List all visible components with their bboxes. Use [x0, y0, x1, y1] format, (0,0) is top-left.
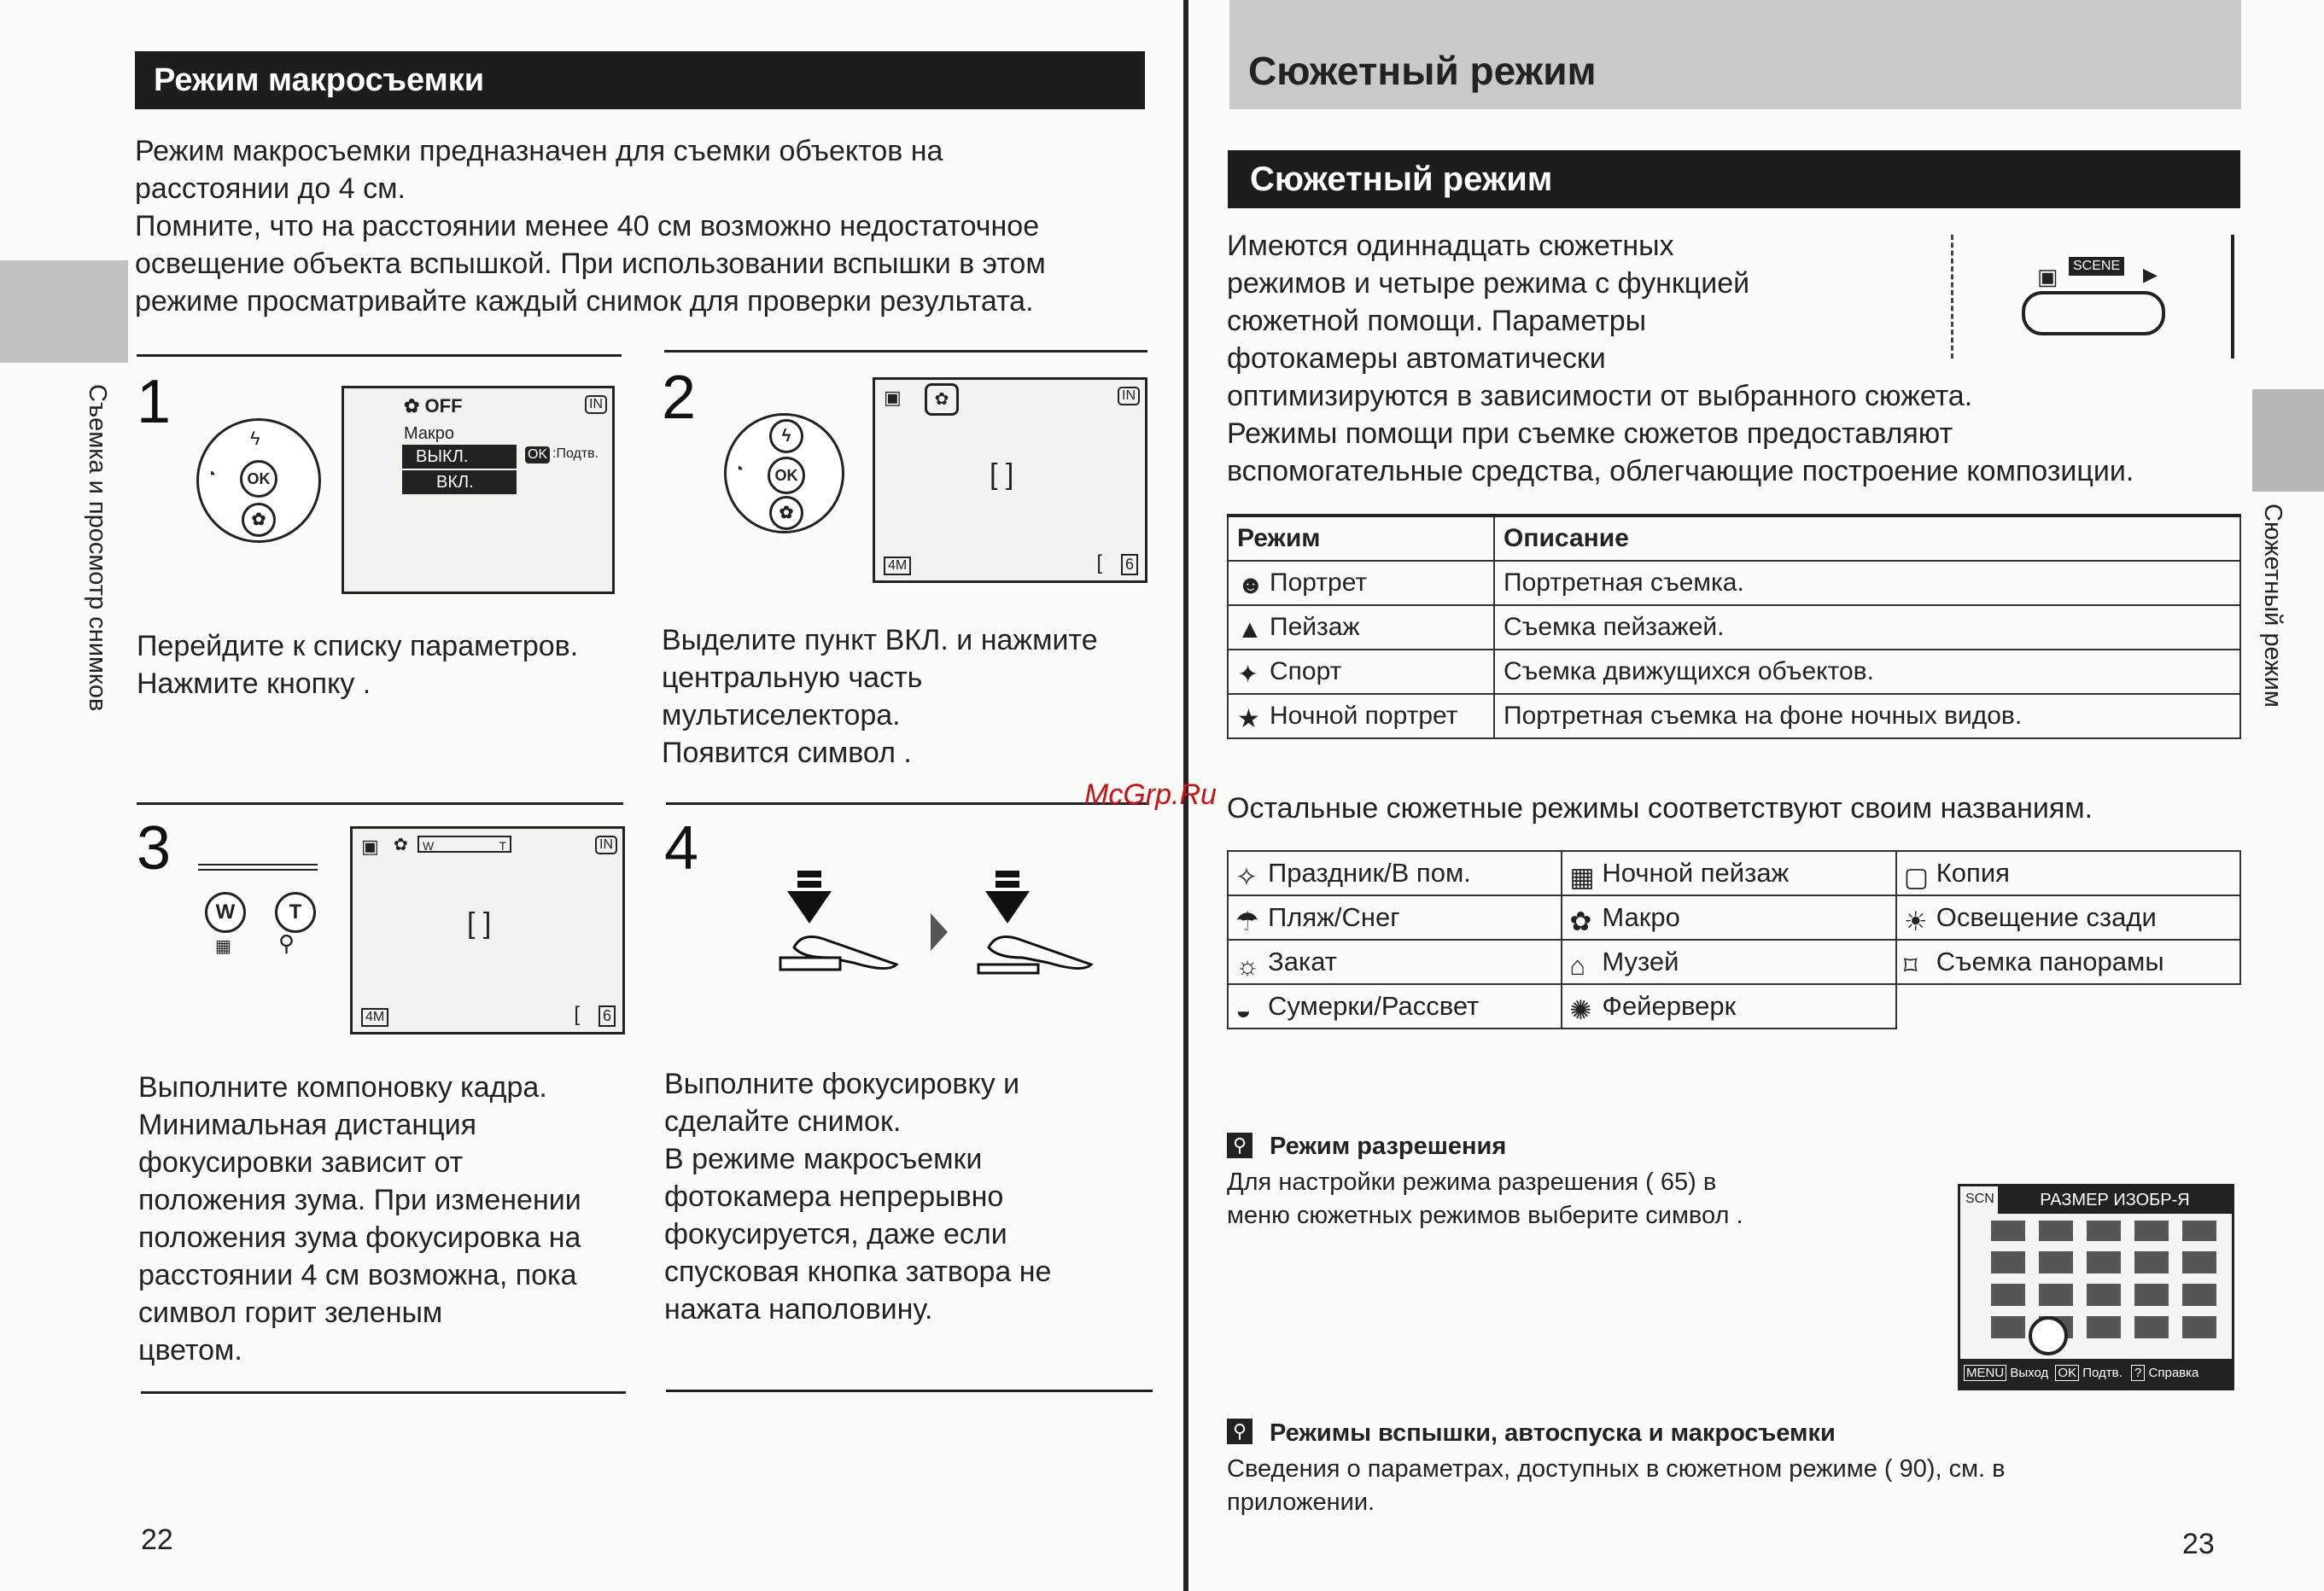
frames-remaining: 6	[1121, 554, 1138, 575]
mode-name: Пейзаж	[1270, 613, 1360, 641]
focus-brackets: [ ]	[990, 458, 1014, 491]
grid-cell-empty	[1896, 984, 2240, 1029]
macro-icon: ✿	[1569, 906, 1592, 936]
party-icon: ✧	[1235, 861, 1258, 892]
step-line: Появится символ .	[662, 737, 912, 769]
grid-row	[1228, 895, 2240, 940]
multi-selector	[196, 418, 321, 543]
camera-icon: ▣	[361, 836, 379, 857]
note-icon: ⚲	[1227, 1419, 1253, 1444]
grid-cell	[1228, 984, 1562, 1029]
focus-brackets: [ ]	[467, 907, 492, 940]
table-header-row	[1228, 516, 2240, 561]
self-timer-icon: ◔	[206, 465, 217, 484]
step-line: спусковая кнопка затвора не	[664, 1256, 1052, 1288]
step2-text	[662, 621, 1148, 772]
live-view-screen	[873, 377, 1147, 583]
intro-line: Режим макросъемки предназначен для съемки объектов на	[135, 135, 943, 167]
scene-assist-table	[1227, 514, 2241, 739]
grid-cell	[1228, 895, 1562, 940]
note-line: приложении.	[1227, 1489, 1375, 1516]
grid-cell-label: Ночной пейзаж	[1602, 858, 1790, 888]
dusk-dawn-icon: ◒	[1235, 994, 1252, 1025]
macro-icon: ✿	[925, 383, 959, 416]
step-line: Выделите пункт ВКЛ. и нажмите	[662, 624, 1098, 656]
menu-footer	[1960, 1359, 2232, 1388]
right-edge-tab	[2252, 389, 2324, 492]
image-size-icon: 4M	[361, 1008, 388, 1027]
step-number: 4	[664, 814, 699, 883]
grid-cell-label: Съемка панорамы	[1936, 947, 2164, 976]
zoom-tele-button[interactable]: T	[275, 892, 316, 933]
flash-button[interactable]: ϟ	[769, 419, 803, 453]
step3-text	[138, 1069, 625, 1369]
grid-cell-label: Закат	[1268, 947, 1337, 976]
menu-title-bar: РАЗМЕР ИЗОБР-Я	[1998, 1186, 2232, 1214]
right-title-bar: Сюжетный режим	[1228, 150, 2240, 208]
info-icon: IN	[595, 836, 617, 854]
intro-line: освещение объекта вспышкой. При использовании вспышки в этом	[135, 248, 1046, 280]
macro-icon: ✿	[394, 836, 408, 854]
step-line: фотокамера непрерывно	[664, 1180, 1004, 1213]
mode-name: Ночной портрет	[1270, 702, 1458, 730]
grid-cell-label: Пляж/Снег	[1268, 902, 1400, 932]
mode-cell	[1228, 650, 1494, 694]
note1-title: Режим разрешения	[1270, 1133, 1507, 1160]
step-line: сделайте снимок.	[664, 1105, 902, 1138]
col-header: Режим	[1228, 516, 1494, 561]
page-number-left: 22	[141, 1524, 173, 1556]
thumbnail-icon: ▦	[215, 937, 231, 956]
step-number: 1	[137, 368, 172, 436]
scn-label: SCN	[1965, 1192, 1994, 1206]
grid-cell-label: Сумерки/Рассвет	[1268, 991, 1480, 1021]
bottom-rule-left	[141, 1391, 626, 1394]
step-number: 3	[137, 814, 172, 883]
step-line: Минимальная дистанция	[138, 1109, 477, 1141]
table-row	[1228, 650, 2240, 694]
grid-cell	[1562, 940, 1895, 984]
page-number-right: 23	[2182, 1528, 2215, 1560]
night-landscape-icon: ▦	[1569, 861, 1595, 892]
step-line: символ горит зеленым	[138, 1297, 443, 1329]
backlight-icon: ☀	[1903, 906, 1928, 936]
scene-icon-grid	[1977, 1221, 2216, 1349]
grid-cell-label: Музей	[1602, 947, 1679, 976]
table-row	[1228, 694, 2240, 738]
grid-cell	[1228, 940, 1562, 984]
left-edge-tab	[0, 260, 128, 363]
multi-selector	[724, 413, 844, 533]
col-header: Описание	[1494, 516, 2240, 561]
landscape-icon: ▲	[1237, 615, 1263, 644]
note1-text	[1227, 1166, 1927, 1233]
table-row	[1228, 605, 2240, 650]
mode-cell	[1228, 694, 1494, 738]
mode-dial-illustration	[1951, 235, 2234, 358]
intro-line: Режимы помощи при съемке сюжетов предоставляют	[1227, 417, 1953, 450]
grid-cell	[1228, 851, 1562, 895]
intro-line: режиме просматривайте каждый снимок для проверки результата.	[135, 285, 1034, 318]
others-text: Остальные сюжетные режимы соответствуют своим названиям.	[1227, 792, 2093, 825]
step-line: центральную часть	[662, 661, 923, 694]
portrait-icon: ☻	[1237, 571, 1264, 600]
step-line: фокусируется, даже если	[664, 1218, 1007, 1250]
menu-option-off[interactable]: ВЫКЛ.	[402, 445, 517, 469]
step-line: нажата наполовину.	[664, 1293, 933, 1326]
ok-button[interactable]: OK	[240, 460, 277, 498]
copy-icon: ▢	[1903, 861, 1930, 892]
zoom-screen	[350, 826, 625, 1034]
desc-cell: Съемка движущихся объектов.	[1494, 650, 2240, 694]
step-line: Выполните компоновку кадра.	[138, 1071, 547, 1104]
exit-label: Выход	[2010, 1366, 2049, 1380]
zoom-rocker	[198, 864, 318, 871]
ok-badge: OK	[525, 446, 550, 463]
info-icon: IN	[1118, 387, 1140, 405]
fireworks-icon: ✺	[1569, 994, 1592, 1025]
ok-button[interactable]: OK	[768, 457, 805, 494]
grid-row	[1228, 940, 2240, 984]
frames-remaining: 6	[599, 1005, 616, 1027]
step2-rule	[664, 350, 1147, 353]
left-side-label: Съемка и просмотр снимков	[84, 384, 111, 712]
card-icon: [	[1096, 551, 1102, 574]
note-line: Для настройки режима разрешения ( 65) в	[1227, 1168, 1717, 1196]
step1-rule	[137, 354, 622, 357]
menu-option-on[interactable]: ВКЛ.	[402, 470, 517, 494]
left-title-bar: Режим макросъемки	[135, 51, 1145, 109]
step-line: В режиме макросъемки	[664, 1143, 983, 1175]
mode-cell	[1228, 605, 1494, 650]
watermark: McGrp.Ru	[1084, 778, 1217, 811]
panorama-icon: ⌑	[1903, 950, 1918, 981]
step-number: 2	[662, 364, 697, 432]
intro-line: режимов и четыре режима с функцией	[1227, 267, 1750, 300]
museum-icon: ⌂	[1569, 950, 1586, 981]
desc-cell: Портретная съемка.	[1494, 561, 2240, 605]
step-line: фокусировки зависит от	[138, 1146, 464, 1179]
image-size-icon: 4M	[884, 557, 911, 575]
table-row	[1228, 561, 2240, 605]
grid-row	[1228, 984, 2240, 1029]
step1-text	[137, 627, 615, 702]
step4-text	[664, 1065, 1151, 1328]
mode-name: Спорт	[1270, 657, 1342, 685]
mode-name: Портрет	[1270, 568, 1368, 597]
help-button-label: ?	[2131, 1365, 2145, 1381]
zoom-indicator	[418, 836, 511, 853]
note-icon: ⚲	[1227, 1133, 1253, 1158]
step-line: расстоянии 4 см возможна, пока	[138, 1259, 577, 1291]
step-line: положения зума. При изменении	[138, 1184, 581, 1216]
selected-image-size-icon[interactable]	[2029, 1316, 2068, 1355]
zoom-w-label: W	[423, 839, 435, 853]
grid-cell	[1896, 851, 2240, 895]
grid-cell	[1896, 895, 2240, 940]
grid-row	[1228, 851, 2240, 895]
note-line: Сведения о параметрах, доступных в сюжетном режиме ( 90), см. в	[1227, 1455, 2006, 1483]
step-line: мультиселектора.	[662, 699, 901, 731]
intro-line: сюжетной помощи. Параметры	[1227, 305, 1647, 337]
grid-cell-label: Праздник/В пом.	[1268, 858, 1471, 888]
note-line: меню сюжетных режимов выберите символ .	[1227, 1202, 1743, 1229]
intro-line: расстоянии до 4 см.	[135, 172, 406, 205]
card-icon: [	[574, 1003, 580, 1026]
step-line: цветом.	[138, 1334, 242, 1367]
sunset-icon: ☼	[1235, 950, 1260, 981]
camera-icon: ▣	[2037, 264, 2058, 289]
section-header-band	[1229, 0, 2241, 109]
mode-switch[interactable]	[2022, 291, 2165, 335]
step4-rule	[666, 802, 1149, 805]
grid-cell-label: Фейерверк	[1602, 991, 1737, 1021]
intro-line: фотокамеры автоматически	[1227, 342, 1606, 375]
note2-text	[1227, 1453, 2209, 1519]
intro-line: Помните, что на расстоянии менее 40 см возможно недостаточное	[135, 210, 1040, 242]
intro-line: оптимизируются в зависимости от выбранного сюжета.	[1227, 380, 1973, 412]
ok-button-label: OK	[2055, 1365, 2079, 1381]
desc-cell: Съемка пейзажей.	[1494, 605, 2240, 650]
section-header-title: Сюжетный режим	[1248, 49, 1597, 93]
step-line: Перейдите к списку параметров.	[137, 630, 579, 662]
shutter-press-illustration	[768, 862, 1110, 999]
grid-cell	[1562, 895, 1895, 940]
grid-cell-label: Освещение сзади	[1936, 902, 2157, 932]
intro-line: Имеются одиннадцать сюжетных	[1227, 230, 1674, 262]
movie-icon: ▶	[2143, 264, 2158, 285]
step3-rule	[137, 802, 623, 805]
confirm-label: Подтв.	[2082, 1366, 2123, 1380]
note2-title: Режимы вспышки, автоспуска и макросъемки	[1270, 1419, 1836, 1447]
sport-icon: ✦	[1237, 661, 1259, 690]
step-line: Нажмите кнопку .	[137, 667, 371, 700]
confirm-label: :Подтв.	[552, 446, 599, 461]
step-line: положения зума фокусировка на	[138, 1221, 581, 1254]
mode-cell	[1228, 561, 1494, 605]
desc-cell: Портретная съемка на фоне ночных видов.	[1494, 694, 2240, 738]
scene-label: SCENE	[2069, 257, 2124, 276]
help-label: Справка	[2148, 1366, 2199, 1380]
flash-icon: ϟ	[250, 428, 260, 449]
intro-line: вспомогательные средства, облегчающие построение композиции.	[1227, 455, 2134, 487]
macro-off-icon: ✿ OFF	[404, 395, 463, 417]
bottom-rule-right	[666, 1390, 1153, 1392]
right-side-label: Сюжетный режим	[2259, 504, 2286, 708]
grid-cell-label: Копия	[1936, 858, 2010, 888]
grid-cell	[1562, 851, 1895, 895]
grid-cell	[1896, 940, 2240, 984]
grid-cell	[1562, 984, 1895, 1029]
left-intro	[135, 132, 1159, 320]
image-size-menu-screen	[1958, 1184, 2234, 1390]
info-icon: IN	[585, 395, 607, 414]
self-timer-icon: ◔	[733, 460, 744, 479]
macro-button[interactable]: ✿	[242, 503, 276, 537]
playback-zoom-icon: ⚲	[278, 930, 295, 956]
menu-title: Макро	[404, 424, 455, 443]
macro-button[interactable]: ✿	[769, 496, 803, 530]
zoom-wide-button[interactable]: W	[205, 892, 246, 933]
grid-cell-label: Макро	[1602, 902, 1680, 932]
night-portrait-icon: ★	[1237, 705, 1260, 734]
step-line: Выполните фокусировку и	[664, 1068, 1020, 1100]
beach-snow-icon: ☂	[1235, 906, 1259, 936]
scene-modes-grid	[1227, 850, 2241, 1029]
macro-menu-screen	[342, 386, 615, 594]
camera-icon: ▣	[884, 387, 902, 408]
menu-button-label: MENU	[1964, 1365, 2006, 1381]
zoom-t-label: T	[499, 839, 506, 853]
